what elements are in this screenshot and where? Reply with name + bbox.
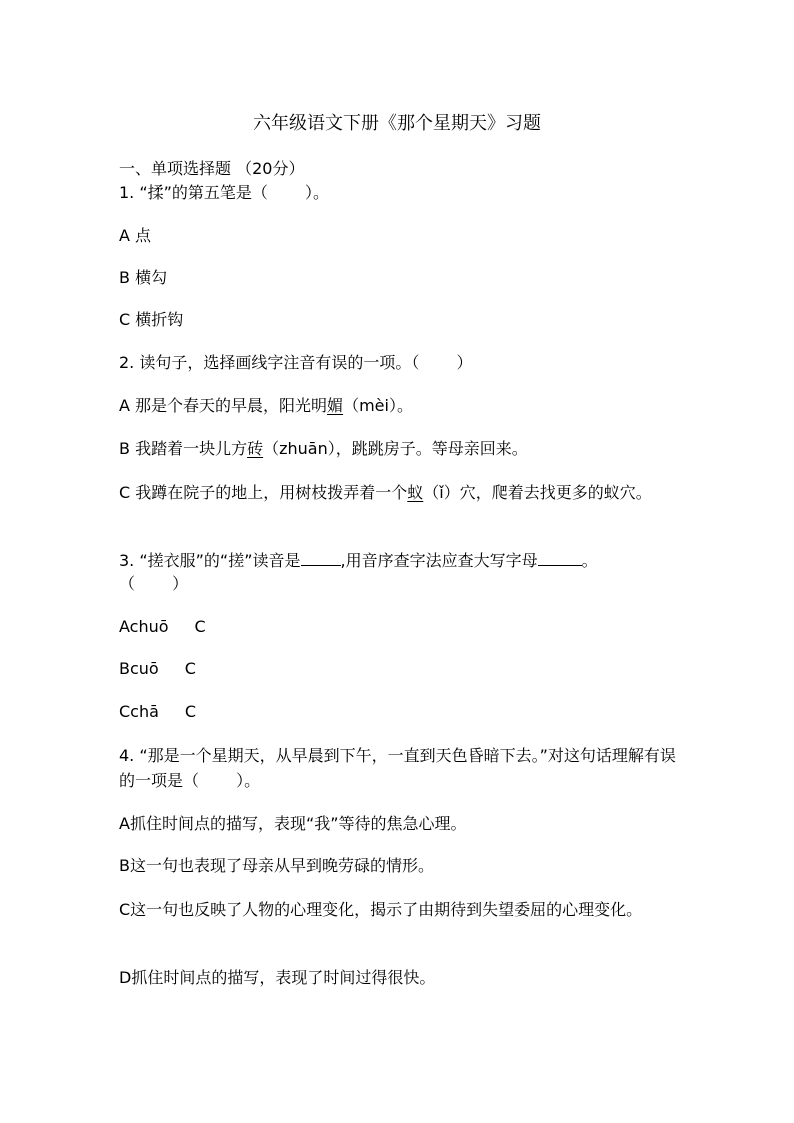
question-3-paren: （ ） (119, 574, 189, 593)
option-answer: C (184, 702, 197, 721)
question-4-option-d: D抓住时间点的描写，表现了时间过得很快。 (119, 968, 436, 987)
option-answer: C (194, 617, 206, 636)
underlined-character: 媚 (327, 396, 344, 415)
stem-text: ,用音序查字法应查大写字母 (340, 551, 538, 570)
question-3-stem (119, 549, 689, 573)
question-2-option-b (119, 437, 689, 461)
question-3-option-a (119, 615, 689, 639)
question-1-option-b: B 横勾 (119, 268, 168, 287)
option-text: B 我踏着一块儿方 (119, 439, 248, 458)
question-4-option-b: B这一句也表现了母亲从早到晚劳碌的情形。 (119, 856, 434, 875)
question-2-option-c (119, 480, 684, 505)
underlined-character: 砖 (247, 439, 264, 458)
option-letter: Achuō (119, 617, 169, 636)
question-1-option-a: A 点 (119, 226, 152, 245)
question-3-option-b (119, 657, 689, 681)
question-4-option-a: A抓住时间点的描写，表现“我”等待的焦急心理。 (119, 814, 467, 833)
option-text: C 我蹲在院子的地上，用树枝拨弄着一个 (119, 483, 408, 502)
underlined-character: 蚁 (407, 483, 424, 502)
section-heading: 一、单项选择题 （20分） (119, 159, 305, 178)
question-2-stem: 2. 读句子，选择画线字注音有误的一项。（ ） (119, 353, 473, 372)
fill-blank-2 (538, 551, 582, 566)
question-2-option-a (119, 394, 689, 418)
fill-blank-1 (301, 551, 341, 566)
question-3-option-c (119, 700, 689, 724)
question-4-option-c: C这一句也反映了人物的心理变化，揭示了由期待到失望委屈的心理变化。 (119, 900, 643, 919)
option-text: （zhuān），跳跳房子。等母亲回来。 (263, 439, 528, 458)
question-1-option-c: C 横折钩 (119, 310, 184, 329)
option-answer: C (184, 659, 196, 678)
option-text: （mèi）。 (343, 396, 413, 415)
question-1-stem: 1. “揉”的第五笔是（ ）。 (119, 183, 330, 202)
stem-text: 。 (581, 551, 598, 570)
option-letter: Bcuō (119, 659, 159, 678)
option-text: （ǐ）穴，爬着去找更多的蚁穴。 (423, 483, 652, 502)
stem-text: 3. “搓衣服”的“搓”读音是 (119, 551, 301, 570)
option-letter: Cchā (119, 702, 159, 721)
option-text: A 那是个春天的早晨，阳光明 (119, 396, 328, 415)
document-title: 六年级语文下册《那个星期天》习题 (253, 113, 541, 134)
question-4-stem: 4. “那是一个星期天，从早晨到下午，一直到天色昏暗下去。”对这句话理解有误的一项是（ ）。 (119, 746, 676, 790)
